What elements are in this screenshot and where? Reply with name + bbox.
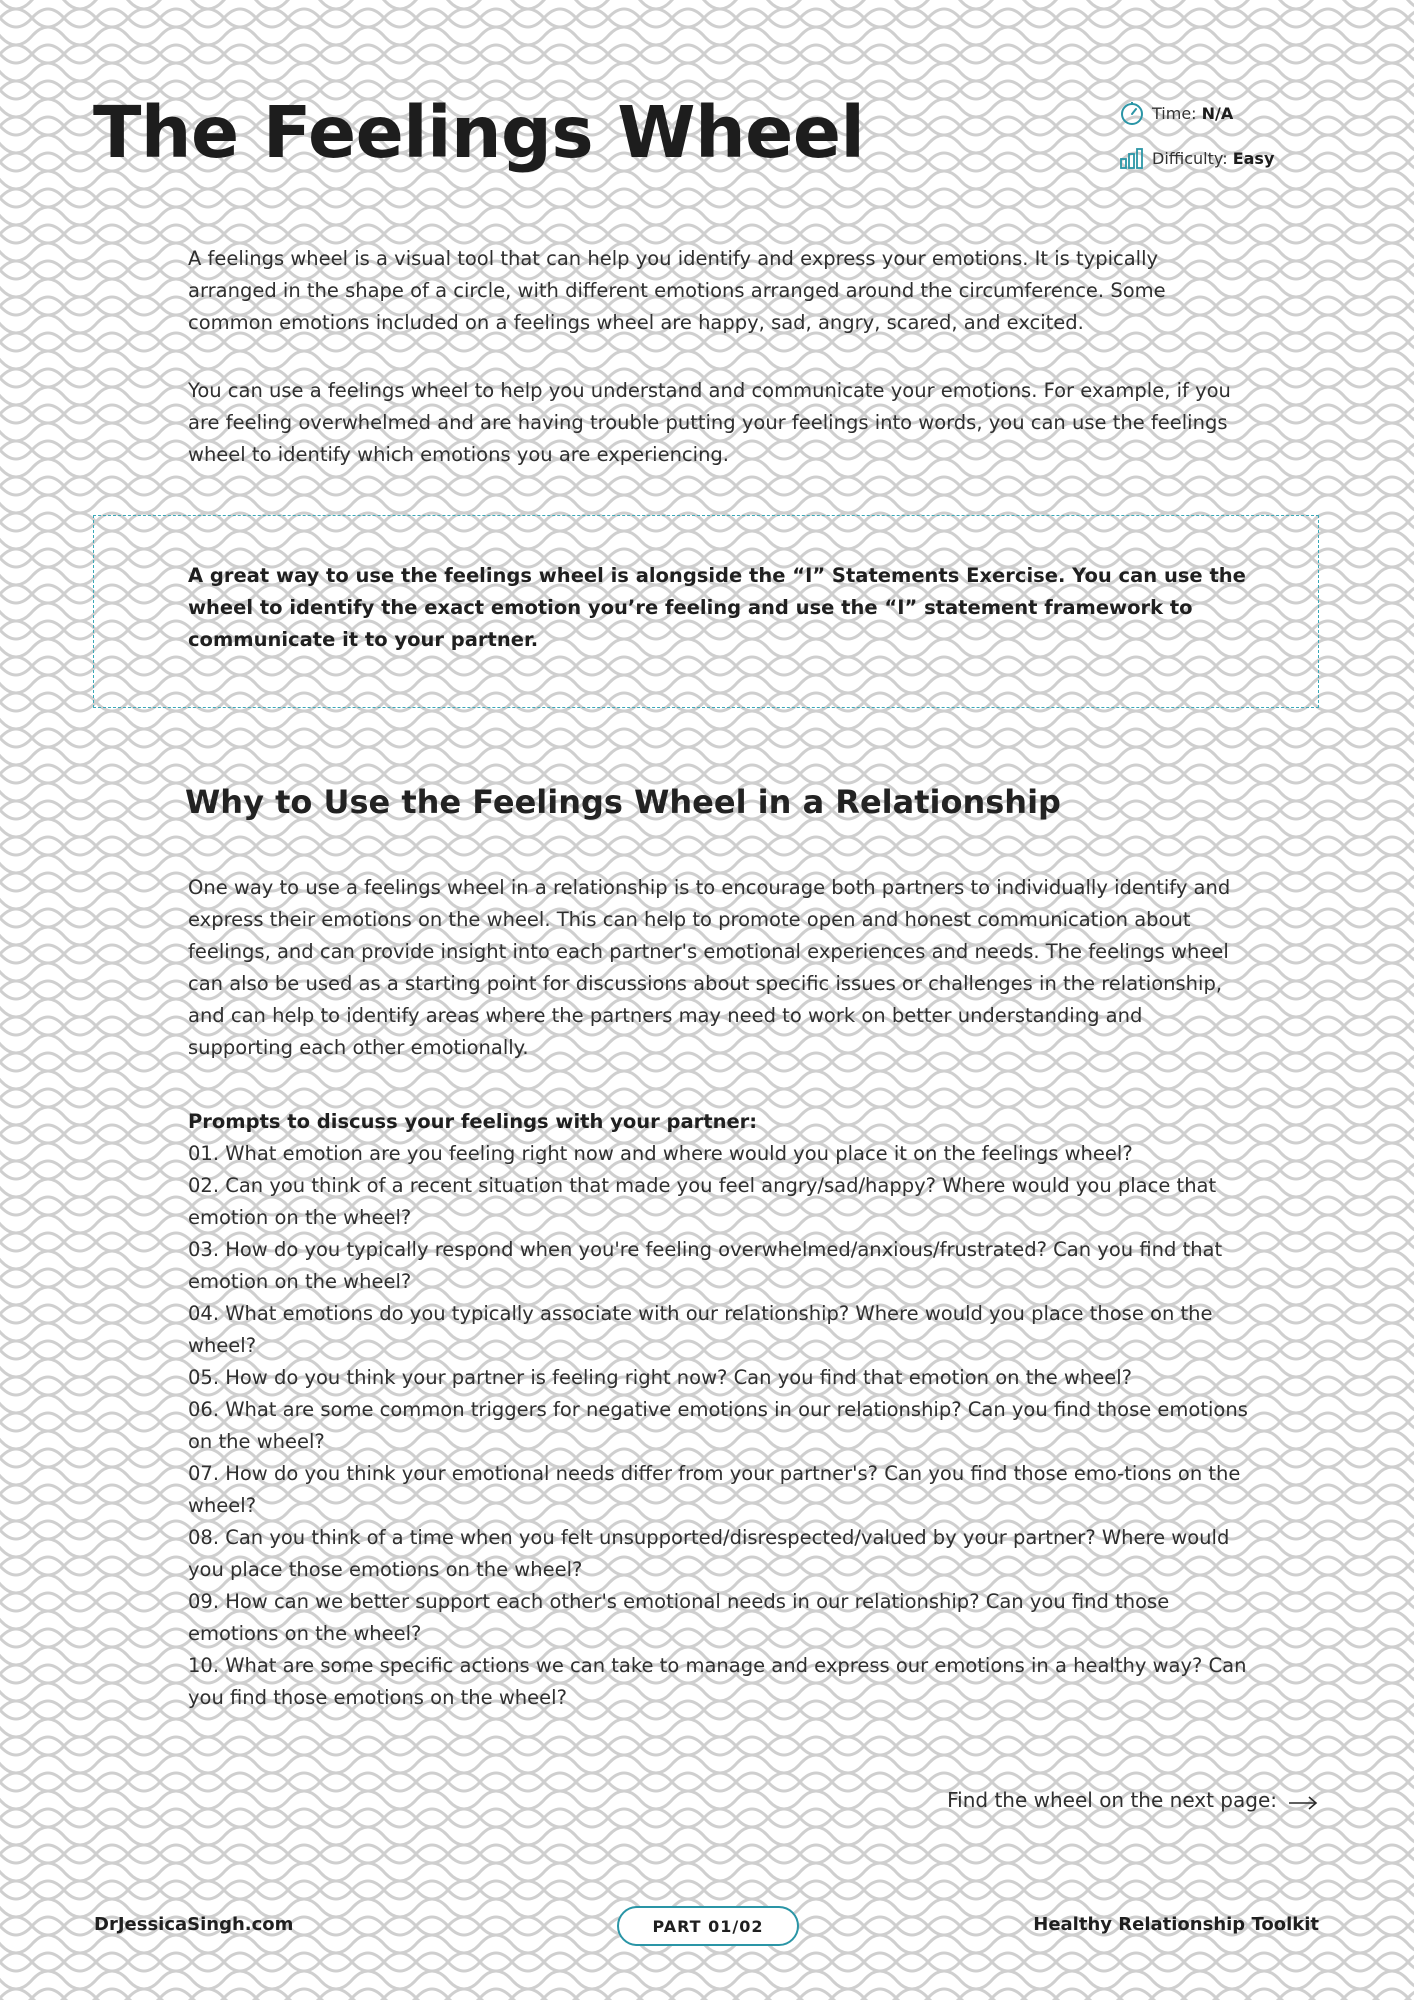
difficulty-meta xyxy=(1119,145,1274,171)
footer-toolkit: Healthy Relationship Toolkit xyxy=(1033,1914,1319,1935)
prompt-item: 04. What emotions do you typically associate with our relationship? Where would you place those on the wheel? xyxy=(188,1302,1213,1357)
prompt-item: 01. What emotion are you feeling right now and where would you place it on the feelings wheel? xyxy=(188,1142,1133,1165)
time-label: Time: xyxy=(1152,103,1197,123)
difficulty-value: Easy xyxy=(1232,148,1275,168)
prompt-item: 03. How do you typically respond when you're feeling overwhelmed/anxious/frustrated? Can you find that emotion on the wheel? xyxy=(188,1238,1223,1293)
part-badge: PART 01/02 xyxy=(617,1906,799,1946)
callout-text: A great way to use the feelings wheel is alongside the “I” Statements Exercise. You can use the wheel to identify the exact emotion you’re feeling and use the “I” statement framework to communicate it to your partner. xyxy=(188,564,1246,651)
time-meta xyxy=(1119,100,1233,126)
section-body: One way to use a feelings wheel in a relationship is to encourage both partners to individually identify and express their emotions on the wheel. This can help to promote open and honest communication about feelings, and can provide insight into each partner's emotional experiences and needs. The feelings wheel can also be used as a starting point for discussions about specific issues or challenges in the relationship, and can help to identify areas where the partners may need to work on better understanding and supporting each other emotionally. xyxy=(188,876,1231,1059)
intro-paragraph-1: A feelings wheel is a visual tool that can help you identify and express your emotions. It is typically arranged in the shape of a circle, with different emotions arranged around the circumference. Some common emotions included on a feelings wheel are happy, sad, angry, scared, and excited. xyxy=(188,247,1166,334)
prompt-item: 07. How do you think your emotional needs differ from your partner's? Can you find those emo-tions on the wheel? xyxy=(188,1462,1241,1517)
arrow-right-icon xyxy=(1287,1792,1319,1808)
next-page-link[interactable] xyxy=(947,1788,1319,1812)
stopwatch-icon xyxy=(1119,100,1145,126)
prompt-item: 08. Can you think of a time when you felt unsupported/disrespected/valued by your partner? Where would you place those emotions on the wheel? xyxy=(188,1526,1230,1581)
intro-paragraph-2: You can use a feelings wheel to help you understand and communicate your emotions. For example, if you are feeling overwhelmed and are having trouble putting your feelings into words, you can use the feelings wheel to identify which emotions you are experiencing. xyxy=(188,379,1231,466)
next-page-label: Find the wheel on the next page: xyxy=(947,1788,1277,1812)
time-value: N/A xyxy=(1201,103,1234,123)
prompt-item: 09. How can we better support each other's emotional needs in our relationship? Can you find those emotions on the wheel? xyxy=(188,1590,1170,1645)
prompts-list xyxy=(188,1106,1248,1714)
prompt-item: 10. What are some specific actions we can take to manage and express our emotions in a healthy way? Can you find those emotions on the wheel? xyxy=(188,1654,1247,1709)
callout-box xyxy=(93,515,1319,708)
footer-site: DrJessicaSingh.com xyxy=(94,1914,294,1935)
prompt-item: 05. How do you think your partner is feeling right now? Can you find that emotion on the wheel? xyxy=(188,1366,1132,1389)
prompt-item: 06. What are some common triggers for negative emotions in our relationship? Can you find those emotions on the wheel? xyxy=(188,1398,1248,1453)
difficulty-label: Difficulty: xyxy=(1152,148,1228,168)
prompt-item: 02. Can you think of a recent situation that made you feel angry/sad/happy? Where would you place that emotion on the wheel? xyxy=(188,1174,1217,1229)
page-title: The Feelings Wheel xyxy=(93,91,865,174)
bar-chart-icon xyxy=(1119,145,1145,171)
section-title: Why to Use the Feelings Wheel in a Relationship xyxy=(185,783,1061,821)
prompts-heading: Prompts to discuss your feelings with your partner: xyxy=(188,1110,758,1133)
